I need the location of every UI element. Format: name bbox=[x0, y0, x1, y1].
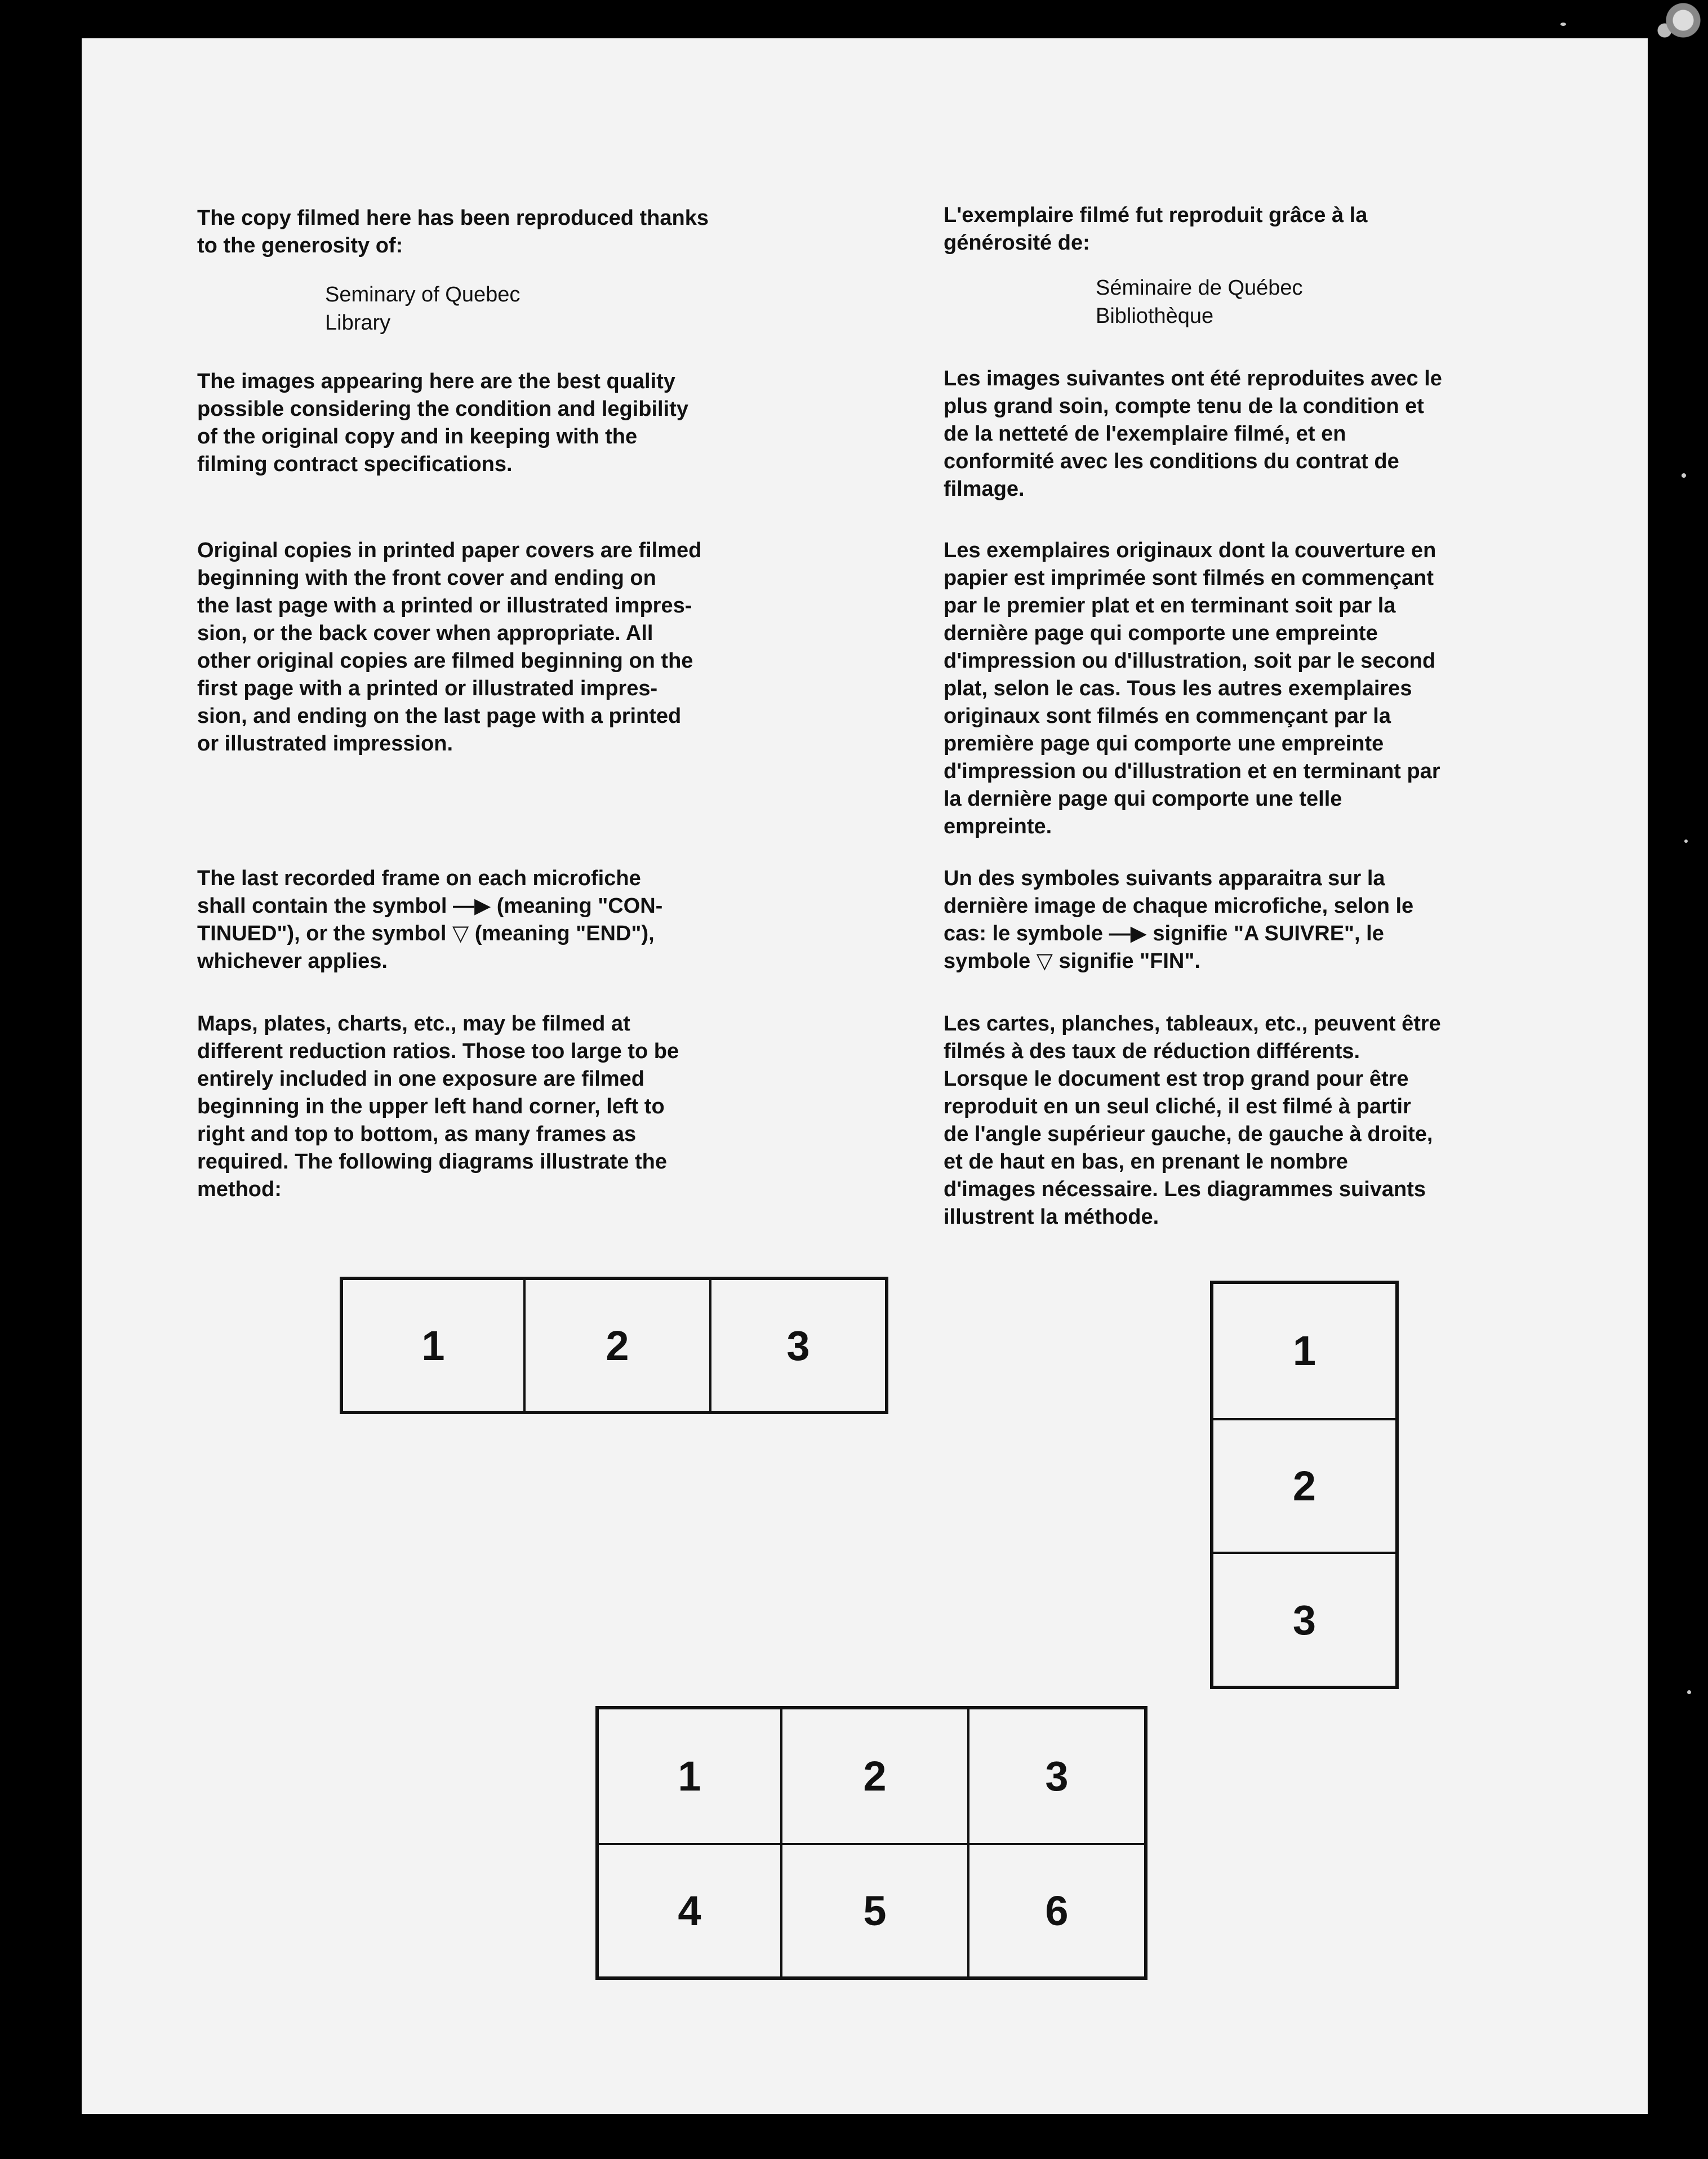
credit-intro-en: The copy filmed here has been reproduced thanks to the generosity of: bbox=[197, 206, 709, 257]
column-cell-2: 2 bbox=[1213, 1418, 1395, 1552]
grid-cell-3: 3 bbox=[967, 1709, 1144, 1843]
quality-paragraph-fr: Les images suivantes ont été reproduites avec le plus grand soin, compte tenu de la condition et de la netteté de l'exemplaire filmé, et en conformité avec les conditions du contrat de filmage. bbox=[944, 367, 1442, 501]
diagram-row-of-three bbox=[340, 1277, 888, 1414]
grid-cell-2: 2 bbox=[780, 1709, 967, 1843]
row-cell-2: 2 bbox=[523, 1280, 709, 1411]
symbols-paragraph-en: The last recorded frame on each microfiche shall contain the symbol —▶ (meaning "CON- TINUED"), or the symbol ▽ (meaning "END"), whichever applies. bbox=[197, 867, 663, 973]
institution-en: Seminary of Quebec Library bbox=[325, 283, 521, 335]
document-page bbox=[82, 38, 1648, 2114]
grid-cell-5: 5 bbox=[780, 1843, 967, 1976]
originals-paragraph-fr: Les exemplaires originaux dont la couverture en papier est imprimée sont filmés en commençant par le premier plat et en terminant soit par la dernière page qui comporte une empreinte d'impression ou d'illustration, soit par le second plat, selon le cas. Tous les autres exemplaires originaux sont filmés en commençant par la première page qui comporte une empreinte d'impression ou d'illustration et en terminant par la dernière page qui comporte une telle empreinte. bbox=[944, 539, 1440, 838]
column-cell-1: 1 bbox=[1292, 1327, 1316, 1375]
maps-paragraph-fr: Les cartes, planches, tableaux, etc., peuvent être filmés à des taux de réduction différents. Lorsque le document est trop grand pour être reproduit en un seul cliché, il est filmé à partir de l'angle supérieur gauche, de gauche à droite, et de haut en bas, en prenant le nombre d'images nécessaire. Les diagrammes suivants illustrent la méthode. bbox=[944, 1012, 1441, 1229]
grid-cell-4: 4 bbox=[599, 1843, 780, 1976]
column-cell-3: 3 bbox=[1213, 1552, 1395, 1686]
scan-speck bbox=[1684, 839, 1688, 843]
row-cell-3: 3 bbox=[709, 1280, 885, 1411]
row-cell-1: 1 bbox=[421, 1322, 445, 1369]
scan-corner-noise bbox=[1646, 0, 1708, 51]
scan-speck bbox=[1682, 473, 1686, 478]
symbols-paragraph-fr: Un des symboles suivants apparaitra sur la dernière image de chaque microfiche, selon le cas: le symbole —▶ signifie "A SUIVRE", le symbole ▽ signifie "FIN". bbox=[944, 867, 1414, 973]
credit-intro-fr: L'exemplaire filmé fut reproduit grâce à la générosité de: bbox=[944, 203, 1368, 255]
diagram-grid-of-six bbox=[595, 1706, 1147, 1980]
grid-cell-6: 6 bbox=[967, 1843, 1144, 1976]
scan-speck bbox=[1560, 23, 1566, 26]
institution-fr: Séminaire de Québec Bibliothèque bbox=[1096, 276, 1303, 328]
scan-speck bbox=[1687, 1690, 1691, 1694]
maps-paragraph-en: Maps, plates, charts, etc., may be filmed at different reduction ratios. Those too large to be entirely included in one exposure are filmed beginning in the upper left hand corner, left to right and top to bottom, as many frames as required. The following diagrams illustrate the method: bbox=[197, 1012, 679, 1201]
diagram-column-of-three bbox=[1210, 1281, 1399, 1689]
grid-cell-1: 1 bbox=[678, 1753, 701, 1800]
quality-paragraph-en: The images appearing here are the best quality possible considering the condition and legibility of the original copy and in keeping with the filming contract specifications. bbox=[197, 370, 688, 476]
originals-paragraph-en: Original copies in printed paper covers are filmed beginning with the front cover and ending on the last page with a printed or illustrated impres- sion, or the back cover when appropriate. All other original copies are filmed beginning on the first page with a printed or illustrated impres- sion, and ending on the last page with a printed or illustrated impression. bbox=[197, 539, 702, 756]
